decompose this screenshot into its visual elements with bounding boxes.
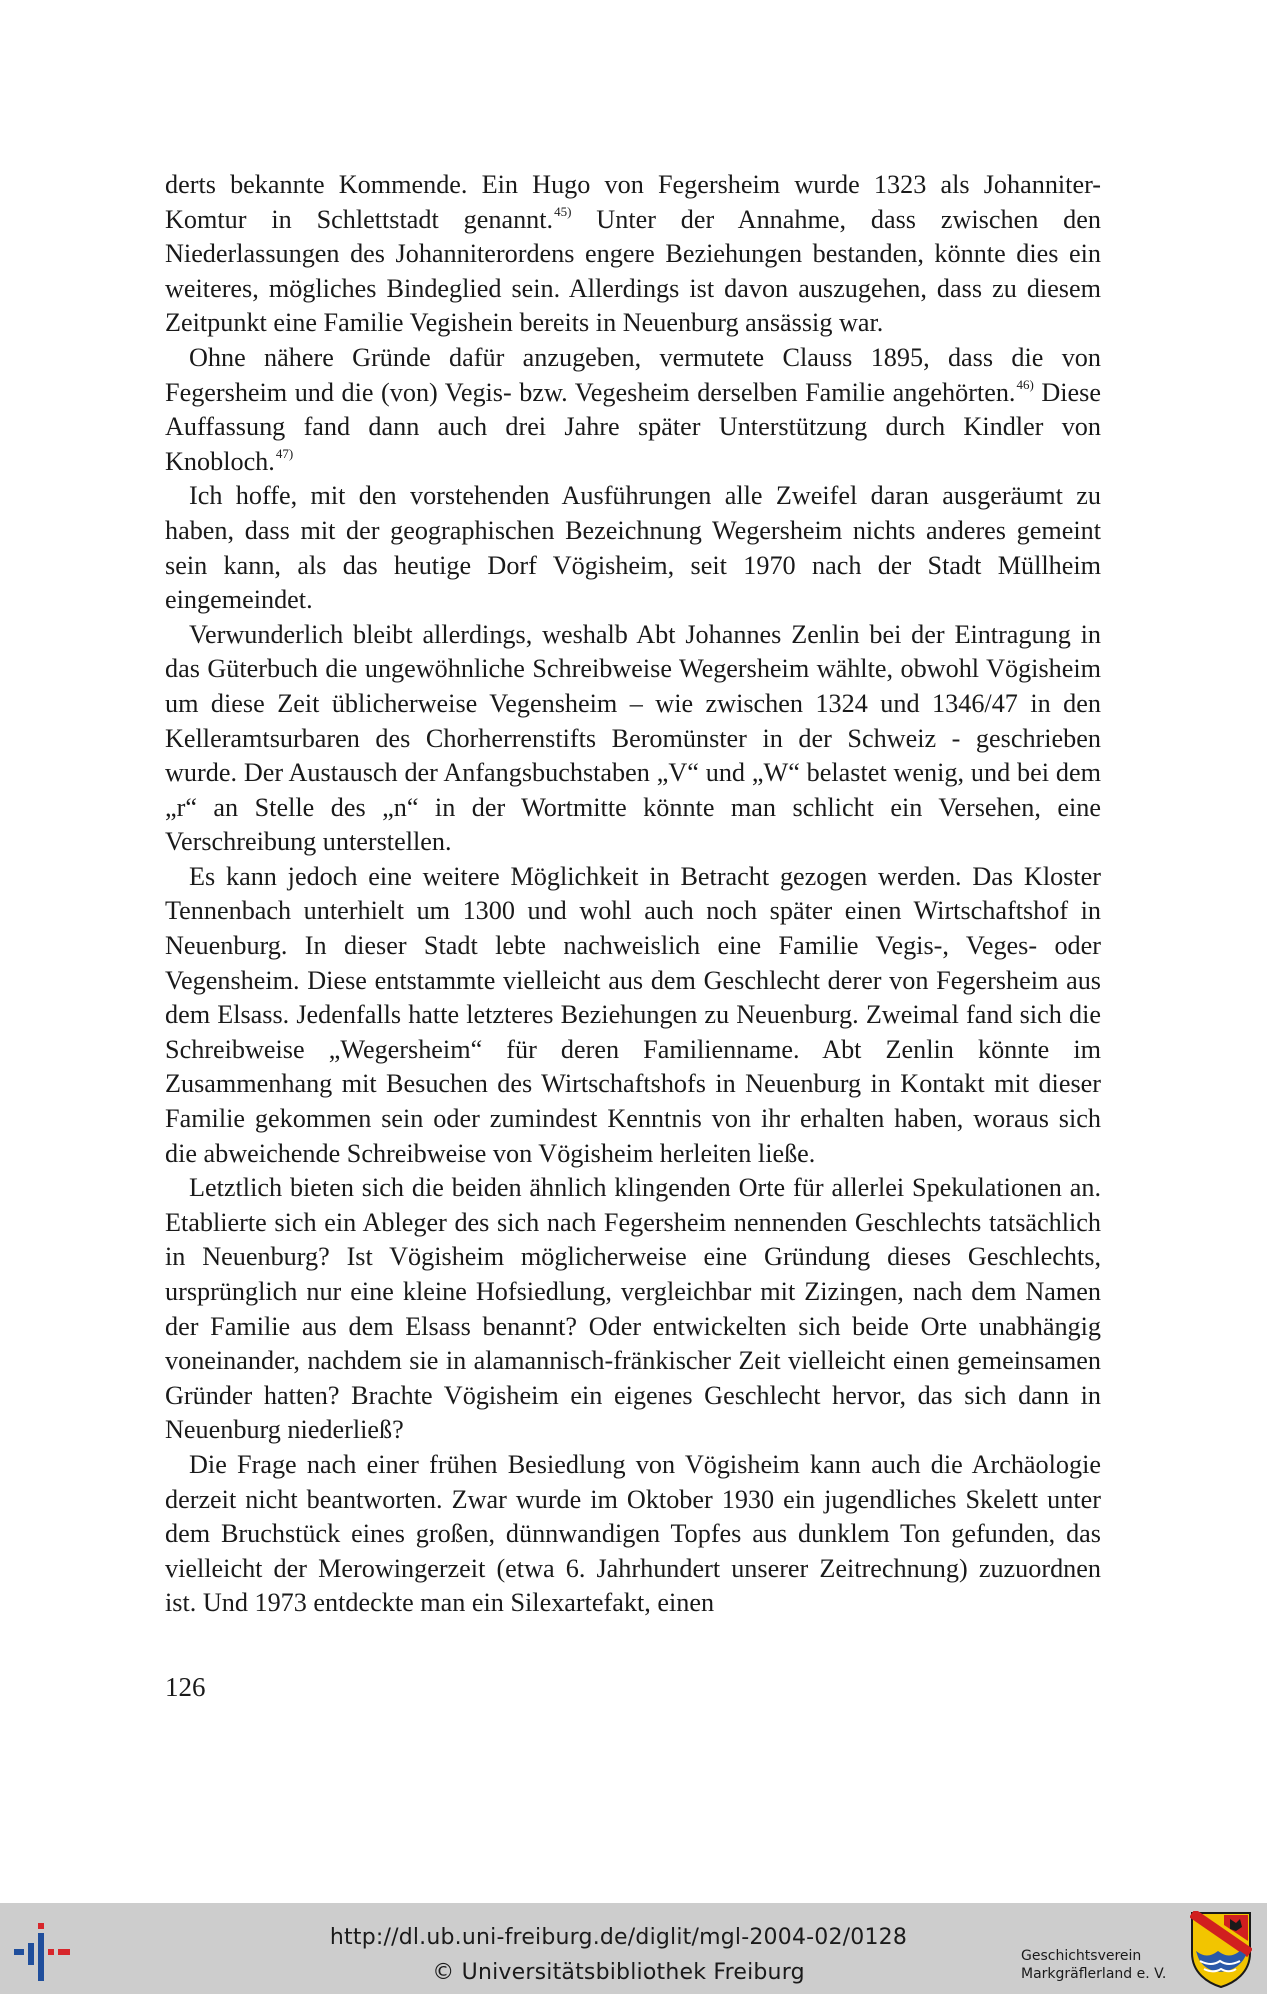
footnote-marker: 47) [275,446,294,462]
paragraph-text: Verwunderlich bleibt allerdings, weshalb Abt Johannes Zenlin bei der Eintragung in das Güterbuch die ungewöhnliche Schreibweise Wegersheim wählte, obwohl Vögisheim um diese Zeit üblicherweise Vegensheim – wie zwischen 1324 und 1346/47 in den Kelleramtsurbaren des Chorherrenstifts Beromünster in der Schweiz - geschrieben wurde. Der Austausch der Anfangsbuchstaben „V“ und „W“ belastet wenig, und bei dem „r“ an Stelle des „n“ in der Wortmitte könnte man schlicht ein Versehen, eine Verschreibung unterstellen. [165,619,1101,857]
paragraph-text: derts bekannte Kommende. Ein Hugo von Fegersheim wurde 1323 als Johanniter-Komtur in Schlettstadt genannt. [165,170,1101,234]
society-line-2: Markgräflerland e. V. [1021,1966,1167,1982]
paragraph [165,479,1101,617]
society-line-1: Geschichtsverein [1021,1948,1142,1964]
footer-copyright: © Universitätsbibliothek Freiburg [432,1960,805,1985]
paragraph-text: Unter der Annahme, dass zwischen den Niederlassungen des Johanniterordens engere Beziehungen bestanden, könnte dies ein weiteres, mögliches Bindeglied sein. Allerdings ist davon auszugehen, dass zu diesem Zeitpunkt eine Familie Vegishein bereits in Neuenburg ansässig war. [165,204,1101,338]
paragraph [165,168,1101,341]
coat-of-arms-icon [1190,1911,1252,1989]
paragraph-text: Letztlich bieten sich die beiden ähnlich klingenden Orte für allerlei Spekulationen an. Etablierte sich ein Ableger des sich nach Fegersheim nennenden Geschlechts tatsächlich in Neuenburg? Ist Vögisheim möglicherweise eine Gründung dieses Geschlechts, ursprünglich nur eine kleine Hofsiedlung, vergleichbar mit Zizingen, nach dem Namen der Familie aus dem Elsass benannt? Oder entwickelten sich beide Orte unabhängig voneinander, nachdem sie in alamannisch-fränkischer Zeit vielleicht einen gemeinsamen Gründer hatten? Brachte Vögisheim ein eigenes Geschlecht hervor, das sich dann in Neuenburg niederließ? [165,1173,1101,1445]
paragraph [165,1448,1101,1621]
paragraph [165,860,1101,1171]
paragraph [165,618,1101,860]
paragraph [165,1171,1101,1448]
footnote-marker: 45) [554,203,572,219]
footer-bar [0,1903,1267,1994]
page-number: 126 [165,1672,206,1702]
footer-society-name [1021,1947,1171,1983]
paragraph-text: Die Frage nach einer frühen Besiedlung von Vögisheim kann auch die Archäologie derzeit nicht beantworten. Zwar wurde im Oktober 1930 ein jugendliches Skelett unter dem Bruchstück eines großen, dünnwandigen Topfes aus dunklem Ton gefunden, das vielleicht der Merowingerzeit (etwa 6. Jahrhundert unserer Zeitrechnung) zuzuordnen ist. Und 1973 entdeckte man ein Silexartefakt, einen [165,1449,1101,1618]
paragraph-text: Diese Auffassung fand dann auch drei Jahre später Unterstützung durch Kindler von Knobloch. [165,377,1101,476]
paragraph-list [165,168,1101,1621]
paragraph-text: Ich hoffe, mit den vorstehenden Ausführungen alle Zweifel daran ausgeräumt zu haben, dass mit der geographischen Bezeichnung Wegersheim nichts anderes gemeint sein kann, als das heutige Dorf Vögisheim, seit 1970 nach der Stadt Müllheim eingemeindet. [165,481,1101,615]
footnote-marker: 46) [1016,376,1034,392]
page-body [165,168,1101,1621]
paragraph [165,341,1101,479]
footer-url-link[interactable]: http://dl.ub.uni-freiburg.de/diglit/mgl-2004-02/0128 [329,1925,908,1950]
paragraph-text: Es kann jedoch eine weitere Möglichkeit in Betracht gezogen werden. Das Kloster Tennenbach unterhielt um 1300 und wohl auch noch später einen Wirtschaftshof in Neuenburg. In dieser Stadt lebte nachweislich eine Familie Vegis-, Veges- oder Vegensheim. Diese entstammte vielleicht aus dem Geschlecht derer von Fegersheim aus dem Elsass. Jedenfalls hatte letzteres Beziehungen zu Neuenburg. Zweimal fand sich die Schreibweise „Wegersheim“ für deren Familienname. Abt Zenlin könnte im Zusammenhang mit Besuchen des Wirtschaftshofs in Neuenburg in Kontakt mit dieser Familie gekommen sein oder zumindest Kenntnis von ihr erhalten haben, woraus sich die abweichende Schreibweise von Vögisheim herleiten ließe. [165,861,1101,1168]
paragraph-text: Ohne nähere Gründe dafür anzugeben, vermutete Clauss 1895, dass die von Fegersheim und die (von) Vegis- bzw. Vegesheim derselben Familie angehörten. [165,342,1101,407]
